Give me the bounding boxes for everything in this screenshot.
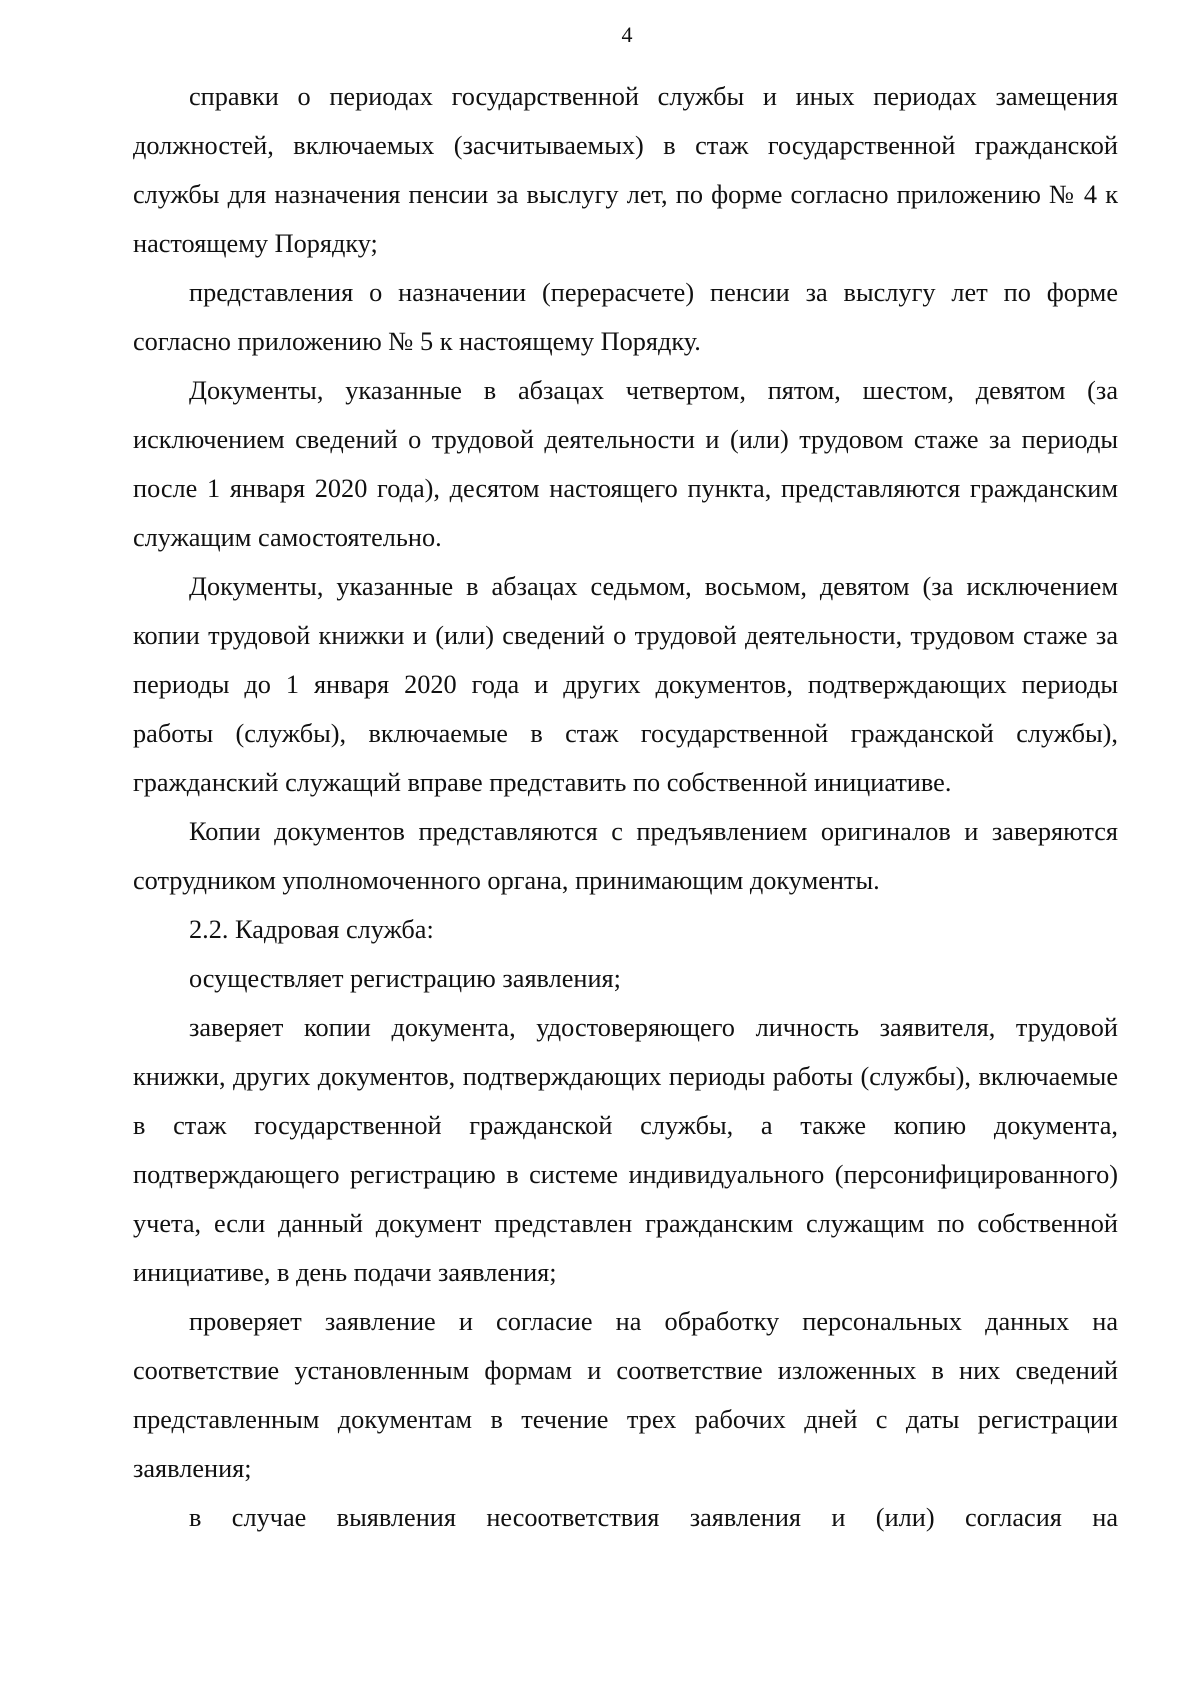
paragraph-documents-optional: Документы, указанные в абзацах седьмом, восьмом, девятом (за исключением копии трудовой книжки и (или) сведений о трудовой деятельности, трудовом стаже за периоды до 1 января 2020 года и других документов, подтверждающих периоды работы (службы), включаемые в стаж государственной гражданской службы), гражданский служащий вправе представить по собственной инициативе. [133,572,1118,797]
paragraph-pension-submission: представления о назначении (перерасчете) пенсии за выслугу лет по форме согласно приложению № 5 к настоящему Порядку. [133,278,1118,356]
paragraph-copies-certification: Копии документов представляются с предъявлением оригиналов и заверяются сотрудником уполномоченного органа, принимающим документы. [133,817,1118,895]
paragraph-checks-application: проверяет заявление и согласие на обработку персональных данных на соответствие установленным формам и соответствие изложенных в них сведений представленным документам в течение трех рабочих дней с даты регистрации заявления; [133,1307,1118,1483]
paragraph-documents-self-submitted: Документы, указанные в абзацах четвертом, пятом, шестом, девятом (за исключением сведений о трудовой деятельности и (или) трудовом стаже за периоды после 1 января 2020 года), десятом настоящего пункта, представляются гражданским служащим самостоятельно. [133,376,1118,552]
page-number: 4 [621,22,633,47]
document-body [133,72,1118,1542]
paragraph-certifies-copies: заверяет копии документа, удостоверяющего личность заявителя, трудовой книжки, других документов, подтверждающих периоды работы (службы), включаемые в стаж государственной гражданской службы, а также копию документа, подтверждающего регистрацию в системе индивидуального (персонифицированного) учета, если данный документ представлен гражданским служащим по собственной инициативе, в день подачи заявления; [133,1013,1118,1287]
section-heading-personnel-service: 2.2. Кадровая служба: [189,915,434,944]
paragraph-certificate-of-service-periods: справки о периодах государственной службы и иных периодах замещения должностей, включаемых (засчитываемых) в стаж государственной гражданской службы для назначения пенсии за выслугу лет, по форме согласно приложению № 4 к настоящему Порядку; [133,82,1118,258]
paragraph-registration: осуществляет регистрацию заявления; [189,964,621,993]
paragraph-discrepancy-case: в случае выявления несоответствия заявления и (или) согласия на [189,1503,1118,1532]
